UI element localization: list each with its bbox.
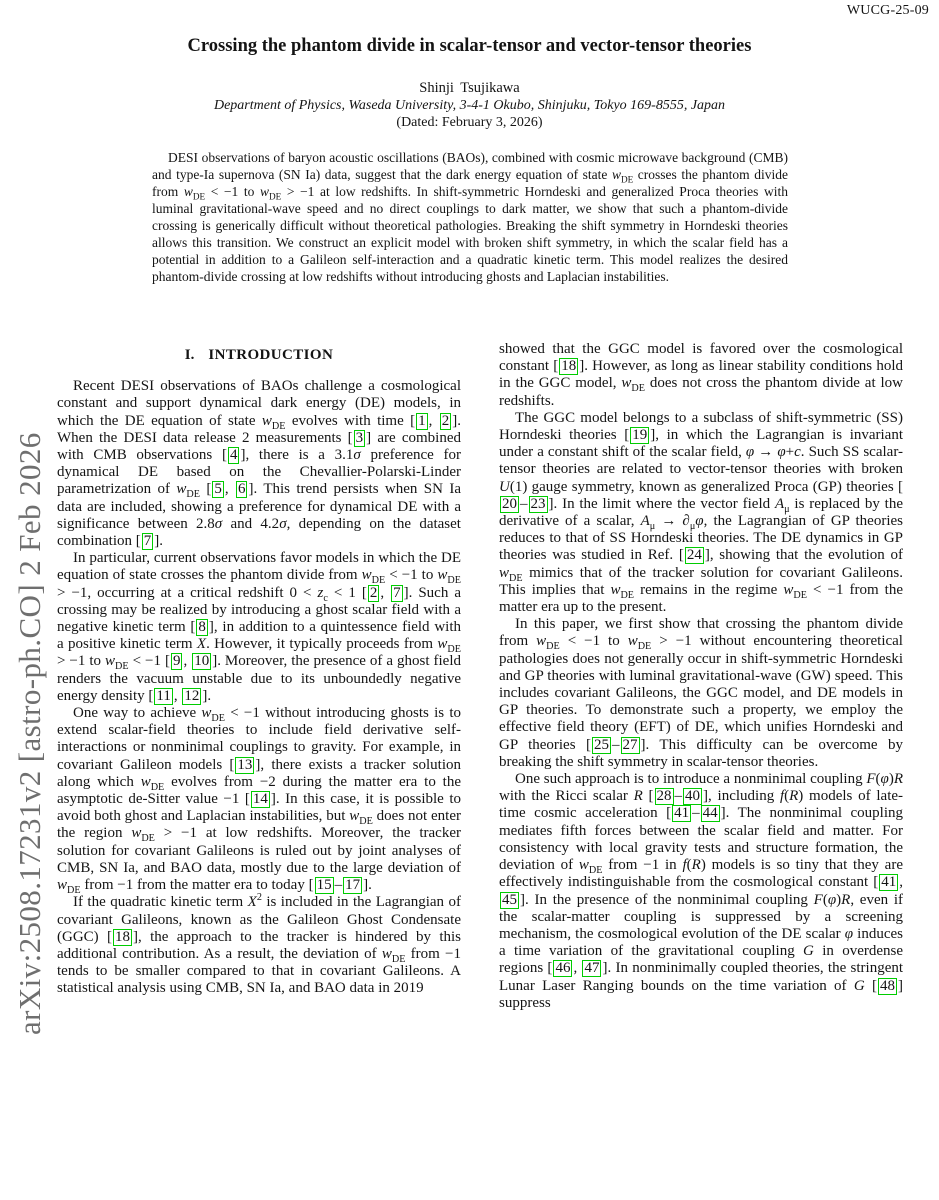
citation-link[interactable]: 14 xyxy=(252,791,268,808)
subscript: DE xyxy=(141,833,155,845)
section-number: I. xyxy=(184,347,195,363)
citation-link[interactable]: 8 xyxy=(198,619,206,636)
section-title: INTRODUCTION xyxy=(208,347,334,363)
superscript: 2 xyxy=(256,892,262,904)
subscript: DE xyxy=(621,174,634,185)
citation-link[interactable]: 5 xyxy=(214,481,222,498)
citation-link[interactable]: 10 xyxy=(194,653,210,670)
citation-link[interactable]: 28 xyxy=(656,788,672,805)
citation-link[interactable]: 18 xyxy=(561,358,577,375)
citation-link[interactable]: 2 xyxy=(369,584,378,601)
report-number: WUCG-25-09 xyxy=(846,3,929,18)
citation-link[interactable]: 12 xyxy=(184,687,200,704)
paragraph: showed that the GGC model is favored over the cosmological constant [ 18 ]. However, as long as linear stability conditions hold in the GGC model, $w_{DE}$ does not cross the phantom divide at low redshifts. xyxy=(499,341,904,409)
section-heading xyxy=(57,347,461,364)
paragraph: In this paper, we first show that crossing the phantom divide from $w_{DE} < -1$ to $w_{DE} > -1$ without encountering theoretical pathologies does not generally occur in shift-symmetric Horndeski and GP theories with luminal gravitational-wave (GW) speed. This includes covariant Galileons, the GGC model, and DE models in GP theories. To demonstrate such a property, we employ the effective field theory (EFT) of DE, which unifies Horndeski and GP theories [ 25 – 27 ]. This difficulty can be overcome by breaking the shift symmetry in scalar-tensor theories. xyxy=(499,616,903,770)
subscript: DE xyxy=(509,572,523,584)
citation-link[interactable]: 4 xyxy=(229,447,238,464)
paragraph: Recent DESI observations of BAOs challenge a cosmological constant and support dynamical dark energy (DE) models, in which the DE equation of state $w_{DE}$ evolves with time [ 1 , 2 ]. When the DESI data release 2 measurements [ 3 ] are combined with CMB observations [ 4 ], there is a 3.1σ preference for dynamical DE based on the Chevallier-Polarski-Linder parametrization of $w_{DE}$ [ 5 , 6 ]. This trend persists when SN Ia data are included, showing a preference for dynamical DE with a significance between 2.8σ and 4.2σ, depending on the dataset combination [ 7 ]. xyxy=(57,378,462,550)
citation-link[interactable]: 47 xyxy=(584,960,600,977)
paragraph: The GGC model belongs to a subclass of shift-symmetric (SS) Horndeski theories [ 19 ], in which the Lagrangian is invariant under a constant shift of the scalar field, φ → φ+c. Such SS scalar-tensor theories are related to vector-tensor theories with broken U(1) gauge symmetry, known as generalized Proca (GP) theories [20 – 23 ]. In the limit where the vector field $A_\mu$ is replaced by the derivative of a scalar, $A_\mu \to \partial_\mu\varphi$, the Lagrangian of GP theories reduces to that of SS Horndeski theories. The DE dynamics in GP theories was studied in Ref. [ 24 ], showing that the evolution of $w_{DE}$ mimics that of the tracker solution for covariant Galileons. This implies that $w_{DE}$ remains in the regime $w_{DE} < -1$ from the matter era up to the present. xyxy=(499,409,904,616)
subscript: DE xyxy=(447,575,461,587)
citation-link[interactable]: 9 xyxy=(172,653,181,670)
citation-link[interactable]: 20 xyxy=(502,495,517,512)
subscript: DE xyxy=(447,644,461,656)
citation-link[interactable]: 27 xyxy=(622,736,638,753)
citation-link[interactable]: 24 xyxy=(686,547,702,564)
subscript: DE xyxy=(371,575,386,587)
subscript: DE xyxy=(268,191,282,202)
subscript: DE xyxy=(211,713,225,725)
subscript: μ xyxy=(689,521,696,533)
subscript: DE xyxy=(391,953,406,965)
author-name: Shinji Tsujikawa xyxy=(419,80,520,96)
citation-link[interactable]: 2 xyxy=(441,412,450,429)
citation-link[interactable]: 1 xyxy=(418,412,426,429)
paragraph: One such approach is to introduce a nonminimal coupling F(φ)R with the Ricci scalar R [ 28 – 40 ], including f(R) models of late-time cosmic acceleration [ 41 – 44 ]. The nonminimal coupling mediates fifth forces between the scalar field and matter. For consistency with local gravity tests and structure formation, the deviation of $w_{DE}$ from −1 in f(R) models is so tiny that they are effectively indistinguishable from the cosmological constant [ 41 , 45 ]. In the presence of the nonminimal coupling F(φ)R, even if the scalar-matter coupling is suppressed by a screening mechanism, the cosmological evolution of the DE scalar φ induces a time variation of the gravitational coupling G in overdense regions [ 46 , 47 ]. In nonminimally coupled theories, the stringent Lunar Laser Ranging bounds on the time variation of G [ 48 ] suppress xyxy=(499,771,904,1011)
affiliation: Department of Physics, Waseda University, 3-4-1 Okubo, Shinjuku, Tokyo 169-8555, Japan xyxy=(213,98,726,113)
citation-link[interactable]: 19 xyxy=(632,427,648,444)
subscript: DE xyxy=(115,661,129,673)
subscript: DE xyxy=(271,420,286,432)
citation-link[interactable]: 41 xyxy=(674,805,690,822)
subscript: DE xyxy=(620,589,635,601)
citation-link[interactable]: 13 xyxy=(237,756,253,773)
subscript: DE xyxy=(186,489,200,501)
right-column xyxy=(499,341,903,1012)
paper-title: Crossing the phantom divide in scalar-tensor and vector-tensor theories xyxy=(187,36,752,56)
subscript: μ xyxy=(784,503,790,515)
subscript: DE xyxy=(150,781,165,793)
paragraph: One way to achieve $w_{DE} < -1$ without introducing ghosts is to extend scalar-field theories to include field derivative self-interactions or nonminimal couplings to gravity. For example, in covariant Galileon models [ 13 ], there exists a tracker solution along which $w_{DE}$ evolves from −2 during the matter era to the asymptotic de-Sitter value −1 [ 14 ]. In this case, it is possible to avoid both ghost and Laplacian instabilities, but $w_{DE}$ does not enter the region $w_{DE} > -1$ at low redshifts. Moreover, the tracker solution for covariant Galileons is ruled out by joint analyses of CMB, SN Ia, and BAO data, mostly due to the large deviation of $w_{DE}$ from −1 from the matter era to today [ 15 – 17 ]. xyxy=(57,705,461,897)
citation-link[interactable]: 46 xyxy=(555,960,571,977)
subscript: c xyxy=(323,592,328,604)
paragraph: In particular, current observations favor models in which the DE equation of state crosses the phantom divide from $w_{DE} < -1$ to $w_{DE} > -1$, occurring at a critical redshift $0 < z_c < 1$ [ 2 , 7 ]. Such a crossing may be realized by introducing a ghost scalar field with a negative kinetic term [ 8 ], in addition to a quintessence field with a positive kinetic term X. However, it typically proceeds from $w_{DE} > -1$ to $w_{DE} < -1$ [ 9 , 10 ]. Moreover, the presence of a ghost field renders the vacuum unstable due to its unboundedly negative energy density [ 11 , 12 ]. xyxy=(57,550,461,704)
citation-link[interactable]: 41 xyxy=(881,874,897,891)
citation-link[interactable]: 7 xyxy=(393,584,401,601)
citation-link[interactable]: 23 xyxy=(530,495,546,512)
citation-link[interactable]: 7 xyxy=(143,533,152,550)
subscript: DE xyxy=(192,191,206,202)
subscript: DE xyxy=(588,865,603,877)
subscript: μ xyxy=(649,521,656,533)
arxiv-banner: arXiv:2508.17231v2 [astro-ph.CO] 2 Feb 2026 xyxy=(12,432,47,1035)
subscript: DE xyxy=(67,885,81,897)
date-line: (Dated: February 3, 2026) xyxy=(396,115,543,130)
subscript: DE xyxy=(637,641,652,653)
citation-link[interactable]: 3 xyxy=(355,429,364,446)
citation-link[interactable]: 48 xyxy=(880,977,895,994)
citation-link[interactable]: 44 xyxy=(702,805,718,822)
subscript: DE xyxy=(631,383,645,395)
two-column-body xyxy=(57,341,903,1012)
citation-link[interactable]: 25 xyxy=(594,736,609,753)
subscript: DE xyxy=(359,816,373,828)
citation-link[interactable]: 11 xyxy=(156,687,171,704)
paragraph: If the quadratic kinetic term $X^2$ is included in the Lagrangian of covariant Galileons, known as the Galileon Ghost Condensate (GGC) [ 18 ], the approach to the tracker is hindered by this additional contribution. As a result, the deviation of $w_{DE}$ from −1 tends to be smaller compared to that in covariant Galileons. A statistical analysis using CMB, SN Ia, and BAO data in 2019 xyxy=(57,892,461,997)
citation-link[interactable]: 45 xyxy=(502,891,517,908)
citation-link[interactable]: 6 xyxy=(237,481,246,498)
citation-link[interactable]: 40 xyxy=(685,788,701,805)
abstract: DESI observations of baryon acoustic oscillations (BAOs), combined with cosmic microwave background (CMB) and type-Ia supernova (SN Ia) data, suggest that the dark energy equation of state $w_{DE}$ crosses the phantom divide from $w_{DE} < -1$ to $w_{DE} > -1$ at low redshifts. In shift-symmetric Horndeski and generalized Proca theories with luminal gravitational-wave speed and no direct couplings to dark matter, we show that such a phantom-divide crossing is generically difficult without theoretical pathologies. Breaking the shift symmetry in Horndeski theories allows this transition. We construct an explicit model with broken shift symmetry, in which the scalar field has a potential in addition to a Galileon self-interaction and a quadratic kinetic term. This model realizes the desired phantom-divide crossing at low redshifts without introducing ghosts and Laplacian instabilities. xyxy=(152,150,788,284)
citation-link[interactable]: 17 xyxy=(345,877,361,894)
subscript: DE xyxy=(793,589,807,601)
citation-link[interactable]: 18 xyxy=(115,928,131,945)
subscript: DE xyxy=(546,641,560,653)
left-column xyxy=(57,341,461,1012)
citation-link[interactable]: 15 xyxy=(316,877,332,894)
